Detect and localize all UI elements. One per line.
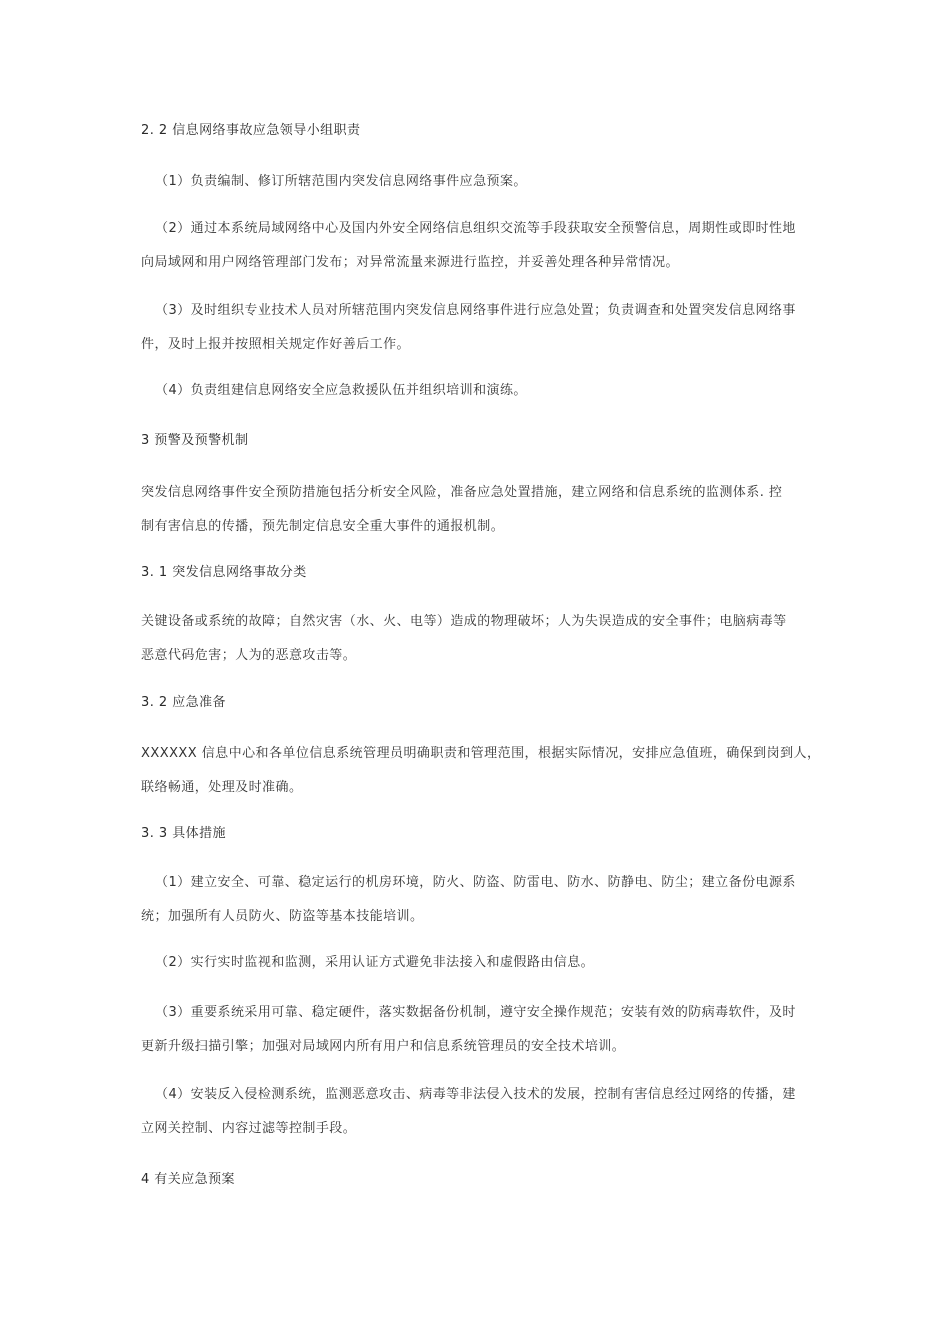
section-heading-3-2 [141,686,816,720]
list-item-3-3-1 [141,866,816,934]
paragraph-3-2 [141,737,821,805]
item-line: 立网关控制、内容过滤等控制手段。 [141,1121,357,1136]
section-heading-3-3 [141,817,816,851]
paragraph-line: 制有害信息的传播，预先制定信息安全重大事件的通报机制。 [141,519,505,534]
heading-line: 3 预警及预警机制 [141,433,249,448]
item-line: （1）建立安全、可靠、稳定运行的机房环境，防火、防盗、防雷电、防水、防静电、防尘；建立备份电源系 [155,875,796,890]
item-line: （2）通过本系统局域网络中心及国内外安全网络信息组织交流等手段获取安全预警信息，周期性或即时性地 [155,221,796,236]
list-item-3-3-2 [141,946,816,980]
section-heading-4 [141,1163,816,1197]
paragraph-line: XXXXXX 信息中心和各单位信息系统管理员明确职责和管理范围，根据实际情况，安排应急值班，确保到岗到人， [141,746,821,761]
item-line: （4）安装反入侵检测系统，监测恶意攻击、病毒等非法侵入技术的发展，控制有害信息经过网络的传播，建 [155,1087,796,1102]
heading-line: 4 有关应急预案 [141,1172,236,1187]
item-line: （1）负责编制、修订所辖范围内突发信息网络事件应急预案。 [155,174,527,189]
paragraph-line: 联络畅通，处理及时准确。 [141,780,303,795]
paragraph-3 [141,476,816,544]
list-item-2-2-1 [141,165,816,199]
section-heading-2-2 [141,114,816,148]
item-line: （2）实行实时监视和监测，采用认证方式避免非法接入和虚假路由信息。 [155,955,595,970]
list-item-3-3-3 [141,996,816,1064]
heading-line: 2. 2 信息网络事故应急领导小组职责 [141,123,361,138]
item-line: （3）及时组织专业技术人员对所辖范围内突发信息网络事件进行应急处置；负责调查和处置突发信息网络事 [155,303,796,318]
heading-line: 3. 3 具体措施 [141,826,226,841]
item-line: （4）负责组建信息网络安全应急救援队伍并组织培训和演练。 [155,383,527,398]
list-item-2-2-4 [141,374,816,408]
list-item-2-2-2 [141,212,816,280]
heading-line: 3. 2 应急准备 [141,695,226,710]
paragraph-line: 恶意代码危害；人为的恶意攻击等。 [141,648,357,663]
item-line: （3）重要系统采用可靠、稳定硬件，落实数据备份机制，遵守安全操作规范；安装有效的防病毒软件，及时 [155,1005,796,1020]
item-line: 统；加强所有人员防火、防盗等基本技能培训。 [141,909,424,924]
section-heading-3-1 [141,556,816,590]
list-item-3-3-4 [141,1078,816,1146]
section-heading-3 [141,424,816,458]
paragraph-line: 关键设备或系统的故障；自然灾害（水、火、电等）造成的物理破坏；人为失误造成的安全事件；电脑病毒等 [141,614,787,629]
heading-line: 3. 1 突发信息网络事故分类 [141,565,307,580]
item-line: 件，及时上报并按照相关规定作好善后工作。 [141,337,411,352]
item-line: 更新升级扫描引擎；加强对局域网内所有用户和信息系统管理员的安全技术培训。 [141,1039,626,1054]
paragraph-line: 突发信息网络事件安全预防措施包括分析安全风险，准备应急处置措施，建立网络和信息系统的监测体系. 控 [141,485,783,500]
list-item-2-2-3 [141,294,816,362]
item-line: 向局域网和用户网络管理部门发布；对异常流量来源进行监控，并妥善处理各种异常情况。 [141,255,680,270]
paragraph-3-1 [141,605,816,673]
